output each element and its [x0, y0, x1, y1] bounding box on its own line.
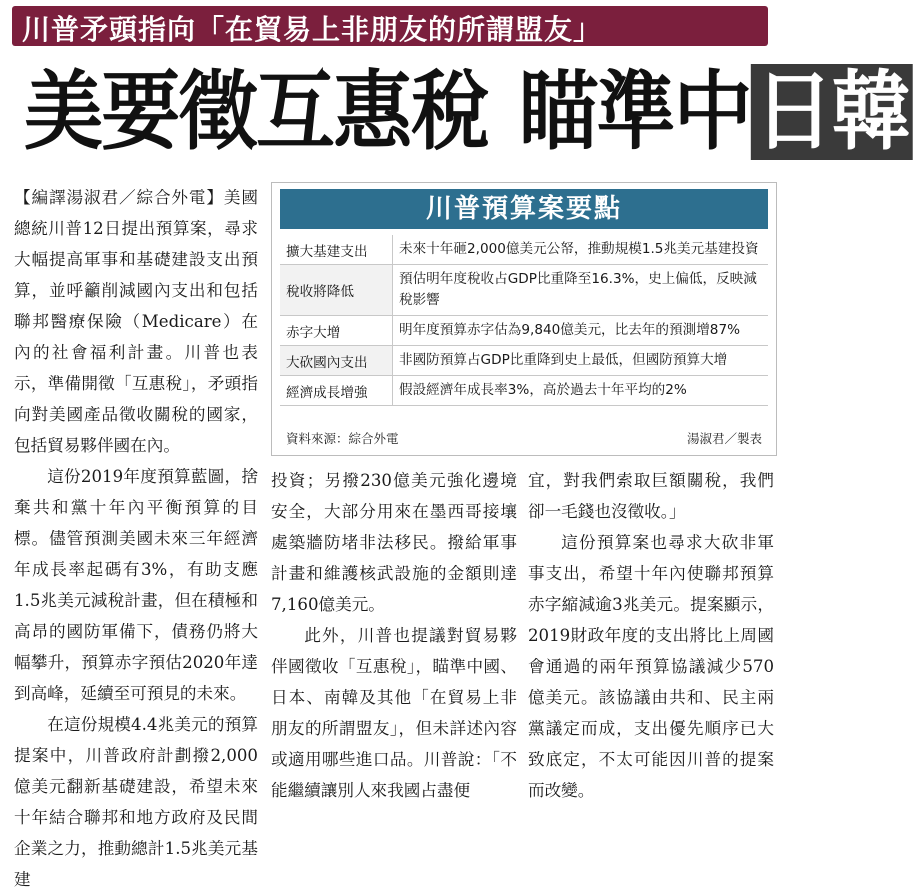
- source-note: 資料來源：綜合外電: [286, 431, 399, 446]
- article-paragraph: 宜，對我們索取巨額關稅，我們卻一毛錢也沒徵收。」: [528, 471, 774, 521]
- row-value: 預估明年度稅收占GDP比重降至16.3%，史上偏低，反映減稅影響: [393, 265, 769, 316]
- article-column-3: [528, 465, 774, 800]
- credit-note: 湯淑君／製表: [686, 431, 762, 446]
- table-row: [280, 265, 768, 316]
- headline-highlight: 日韓: [751, 64, 913, 160]
- article-paragraph: 這份預算案也尋求大砍非軍事支出，希望十年內使聯邦預算赤字縮減逾3兆美元。提案顯示，2019財政年度的支出將比上周國會通過的兩年預算協議減少570億美元。該協議由共和、民主兩黨議定而成，支出優先順序已大致底定，不太可能因川普的提案而改變。: [528, 533, 774, 800]
- article-paragraph: 在這份規模4.4兆美元的預算提案中，川普政府計劃撥2,000億美元翻新基礎建設，希望未來十年結合聯邦和地方政府及民間企業之力，推動總計1.5兆美元基建: [14, 715, 258, 889]
- box-title: 川普預算案要點: [280, 189, 768, 229]
- table-row: [280, 376, 768, 406]
- row-value: 未來十年砸2,000億美元公帑，推動規模1.5兆美元基建投資: [393, 235, 769, 265]
- row-key: 大砍國內支出: [280, 346, 393, 376]
- highlights-table: [280, 235, 768, 406]
- kicker-text: 川普矛頭指向「在貿易上非朋友的所謂盟友」: [22, 13, 603, 46]
- row-key: 擴大基建支出: [280, 235, 393, 265]
- article-paragraph: 【編譯湯淑君／綜合外電】美國總統川普12日提出預算案，尋求大幅提高軍事和基礎建設支出預算，並呼籲削減國內支出和包括聯邦醫療保險（Medicare）在內的社會福利計畫。川普也表示，準備開徵「互惠稅」，矛頭指向對美國產品徵收關稅的國家，包括貿易夥伴國在內。: [14, 188, 258, 455]
- row-value: 明年度預算赤字估為9,840億美元，比去年的預測增87%: [393, 316, 769, 346]
- headline-part1: 美要徵互惠稅: [24, 62, 488, 162]
- article-column-1: [14, 182, 258, 889]
- article-paragraph: 投資；另撥230億美元強化邊境安全，大部分用來在墨西哥接壤處築牆防堵非法移民。撥給軍事計畫和維護核武設施的金額則達7,160億美元。: [271, 471, 517, 614]
- row-value: 假設經濟年成長率3%，高於過去十年平均的2%: [393, 376, 769, 406]
- headline: [24, 62, 913, 170]
- table-row: [280, 316, 768, 346]
- article-column-2: [271, 465, 517, 800]
- headline-part2: 瞄準中: [518, 62, 751, 162]
- row-value: 非國防預算占GDP比重降到史上最低，但國防預算大增: [393, 346, 769, 376]
- kicker-banner: [12, 6, 768, 46]
- table-row: [280, 346, 768, 376]
- row-key: 赤字大增: [280, 316, 393, 346]
- article-paragraph: 這份2019年度預算藍圖，捨棄共和黨十年內平衡預算的目標。儘管預測美國未來三年經濟年成長率起碼有3%，有助支應1.5兆美元減稅計畫，但在積極和高昂的國防軍備下，債務仍將大幅攀升，預算赤字預估2020年達到高峰，延續至可預見的未來。: [14, 467, 258, 703]
- row-key: 經濟成長增強: [280, 376, 393, 406]
- table-row: [280, 235, 768, 265]
- row-key: 稅收將降低: [280, 265, 393, 316]
- article-paragraph: 此外，川普也提議對貿易夥伴國徵收「互惠稅」，瞄準中國、日本、南韓及其他「在貿易上非朋友的所謂盟友」，但未詳述內容或適用哪些進口品。川普說：「不能繼續讓別人來我國占盡便: [271, 626, 517, 800]
- budget-highlights-box: [271, 182, 777, 456]
